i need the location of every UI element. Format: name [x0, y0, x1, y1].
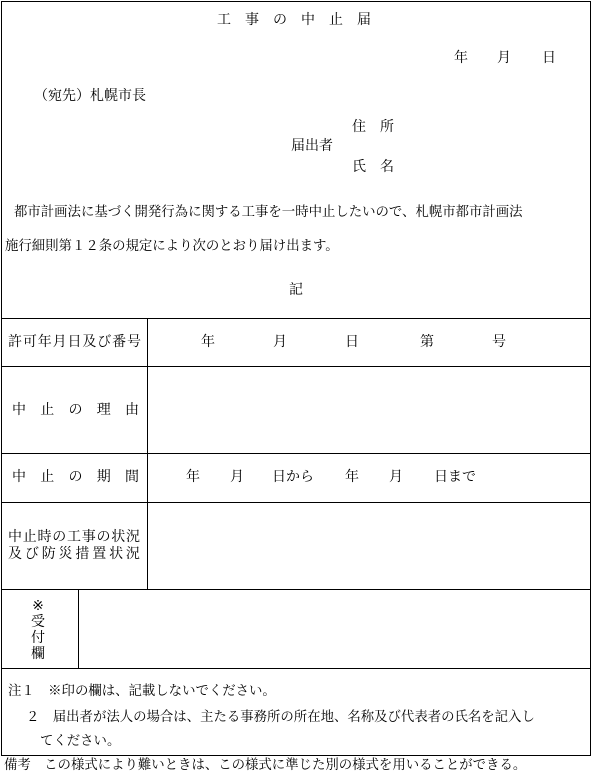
- date-year-label: 年: [454, 50, 468, 66]
- frame-bottom: [1, 755, 591, 756]
- permit-label-char: 号: [127, 334, 141, 350]
- permit-label-char: 月: [52, 334, 67, 350]
- status-label-char: 災: [58, 546, 73, 562]
- date-month-label: 月: [497, 50, 511, 66]
- reason-label-char: の: [68, 402, 83, 418]
- reason-label-char: 中: [12, 402, 26, 418]
- applicant-label: 届出者: [291, 138, 333, 154]
- frame-right: [590, 1, 591, 755]
- row-line-1: [1, 366, 591, 367]
- status-label-char: 措: [75, 546, 90, 562]
- date-day-label: 日: [542, 50, 556, 66]
- status-label-char: の: [96, 529, 111, 545]
- status-label-char: 況: [125, 546, 140, 562]
- reception-label-char: 受: [31, 614, 45, 630]
- permit-label-char: 及: [82, 334, 97, 350]
- status-label-char: 中: [8, 529, 22, 545]
- note-2-line2: てください。: [40, 734, 121, 749]
- status-label-char: 及: [8, 546, 22, 562]
- permit-dai: 第: [420, 334, 434, 350]
- permit-year: 年: [201, 334, 215, 350]
- reason-label-char: 由: [125, 402, 139, 418]
- permit-label-char: 番: [112, 334, 127, 350]
- note-2-line1: ２ 届出者が法人の場合は、主たる事務所の所在地、名称及び代表者の氏名を記入し: [26, 710, 535, 725]
- row-line-3: [1, 502, 591, 503]
- period-start-day: 日から: [272, 469, 314, 485]
- status-label-line2: [8, 547, 140, 561]
- period-start-month: 月: [230, 469, 244, 485]
- period-label-char: 中: [12, 469, 26, 485]
- frame-top: [1, 1, 591, 2]
- reception-label-char: ※: [32, 598, 44, 614]
- label-column-divider: [147, 318, 148, 589]
- status-label-char: 工: [67, 529, 81, 545]
- period-label-char: の: [68, 469, 83, 485]
- status-label-char: 置: [92, 546, 107, 562]
- form-title: 工 事 の 中 止 届: [217, 12, 371, 28]
- status-label-char: 状: [111, 529, 126, 545]
- status-label-char: 事: [81, 529, 96, 545]
- frame-left: [1, 1, 2, 755]
- permit-label-char: 可: [22, 334, 37, 350]
- body-text-line2: 施行細則第１２条の規定により次のとおり届け出ます。: [5, 239, 339, 254]
- row-line-2: [1, 453, 591, 454]
- permit-label-char: 許: [8, 334, 22, 350]
- addressee: （宛先）札幌市長: [34, 88, 146, 104]
- applicant-name-label: 氏 名: [352, 159, 394, 175]
- reception-column-divider: [78, 589, 79, 668]
- status-label-char: び: [24, 546, 39, 562]
- period-label-char: 間: [125, 469, 139, 485]
- status-label-char: の: [52, 529, 67, 545]
- permit-label-char: 日: [67, 334, 82, 350]
- reason-label-char: 理: [96, 402, 111, 418]
- row-line-4: [1, 589, 591, 590]
- permit-label-char: び: [97, 334, 112, 350]
- reason-label: [12, 403, 139, 417]
- period-start-year: 年: [186, 469, 200, 485]
- status-label-char: 止: [22, 529, 37, 545]
- row-line-5: [1, 668, 591, 669]
- period-end-day: 日まで: [434, 469, 476, 485]
- applicant-address-label: 住 所: [352, 119, 394, 135]
- reception-label-char: 欄: [31, 646, 45, 662]
- period-end-month: 月: [389, 469, 403, 485]
- period-label: [12, 470, 139, 484]
- note-1: 注１ ※印の欄は、記載しないでください。: [8, 684, 276, 699]
- reason-label-char: 止: [40, 402, 55, 418]
- permit-label: [8, 335, 141, 349]
- status-label-char: 況: [126, 529, 140, 545]
- status-label-char: 防: [41, 546, 56, 562]
- remarks: 備考 この様式により難いときは、この様式に準じた別の様式を用いることができる。: [4, 758, 527, 773]
- status-label-char: 時: [37, 529, 52, 545]
- ki-heading: 記: [289, 282, 303, 298]
- permit-day: 日: [345, 334, 359, 350]
- permit-month: 月: [273, 334, 287, 350]
- status-label-char: 状: [109, 546, 124, 562]
- status-label-line1: [8, 530, 140, 544]
- reception-label: [29, 598, 47, 662]
- period-label-char: 期: [96, 469, 111, 485]
- body-text-line1: 都市計画法に基づく開発行為に関する工事を一時中止したいので、札幌市都市計画法: [14, 205, 523, 220]
- period-end-year: 年: [345, 469, 359, 485]
- table-top-line: [1, 318, 591, 319]
- period-label-char: 止: [40, 469, 55, 485]
- reception-label-char: 付: [31, 630, 45, 646]
- permit-label-char: 年: [37, 334, 52, 350]
- permit-go: 号: [492, 334, 506, 350]
